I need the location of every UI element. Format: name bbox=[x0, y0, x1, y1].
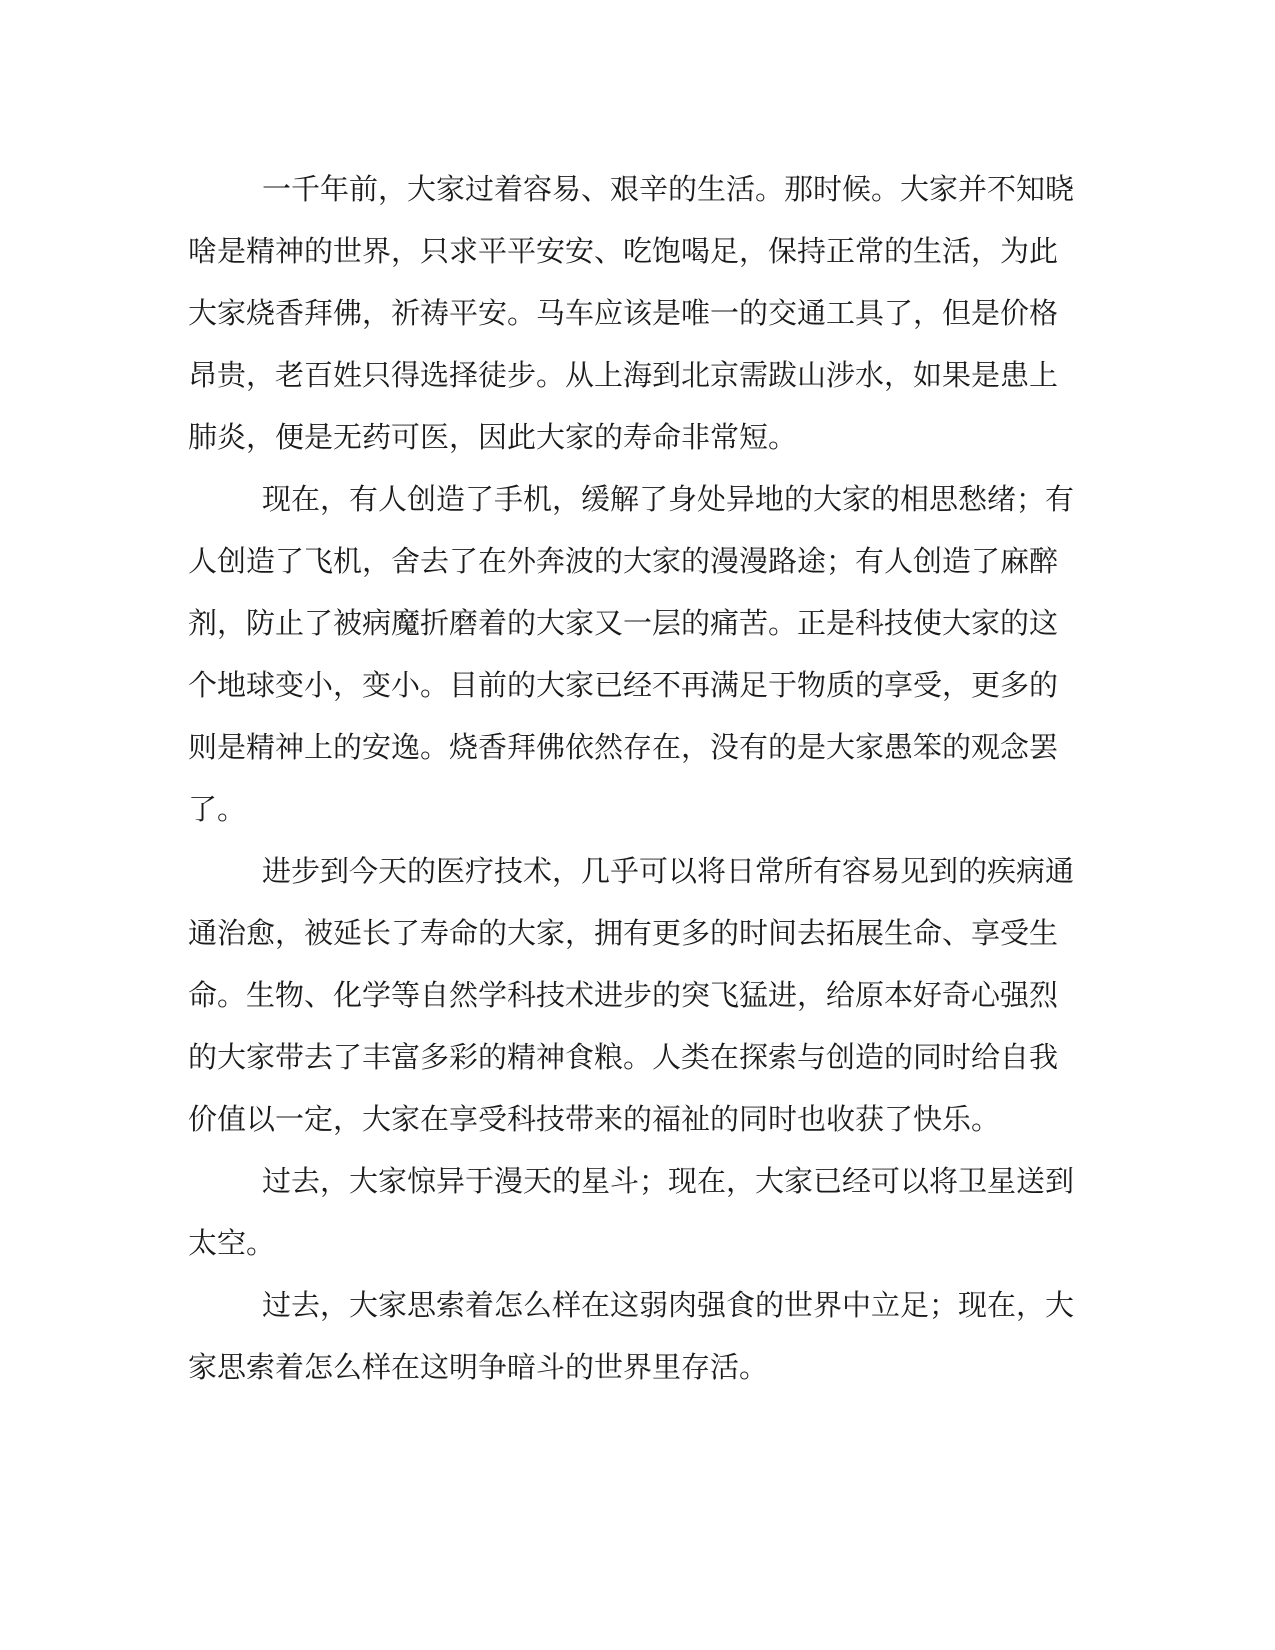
paragraph-1: 一千年前，大家过着容易、艰辛的生活。那时候。大家并不知晓啥是精神的世界，只求平平安安、吃饱喝足，保持正常的生活，为此大家烧香拜佛，祈祷平安。马车应该是唯一的交通工具了，但是价格昂贵，老百姓只得选择徒步。从上海到北京需跋山涉水，如果是患上肺炎，便是无药可医，因此大家的寿命非常短。 bbox=[188, 174, 1075, 454]
text-body bbox=[188, 159, 1080, 1399]
paragraph-4: 过去，大家惊异于漫天的星斗；现在，大家已经可以将卫星送到太空。 bbox=[188, 1166, 1075, 1260]
paragraph-3: 进步到今天的医疗技术，几乎可以将日常所有容易见到的疾病通通治愈，被延长了寿命的大家，拥有更多的时间去拓展生命、享受生命。生物、化学等自然学科技术进步的突飞猛进，给原本好奇心强烈的大家带去了丰富多彩的精神食粮。人类在探索与创造的同时给自我价值以一定，大家在享受科技带来的福祉的同时也收获了快乐。 bbox=[188, 856, 1075, 1136]
paragraph-5: 过去，大家思索着怎么样在这弱肉强食的世界中立足；现在，大家思索着怎么样在这明争暗斗的世界里存活。 bbox=[188, 1290, 1075, 1384]
paragraph-2: 现在，有人创造了手机，缓解了身处异地的大家的相思愁绪；有人创造了飞机，舍去了在外奔波的大家的漫漫路途；有人创造了麻醉剂，防止了被病魔折磨着的大家又一层的痛苦。正是科技使大家的这个地球变小，变小。目前的大家已经不再满足于物质的享受，更多的则是精神上的安逸。烧香拜佛依然存在，没有的是大家愚笨的观念罢了。 bbox=[188, 484, 1075, 826]
